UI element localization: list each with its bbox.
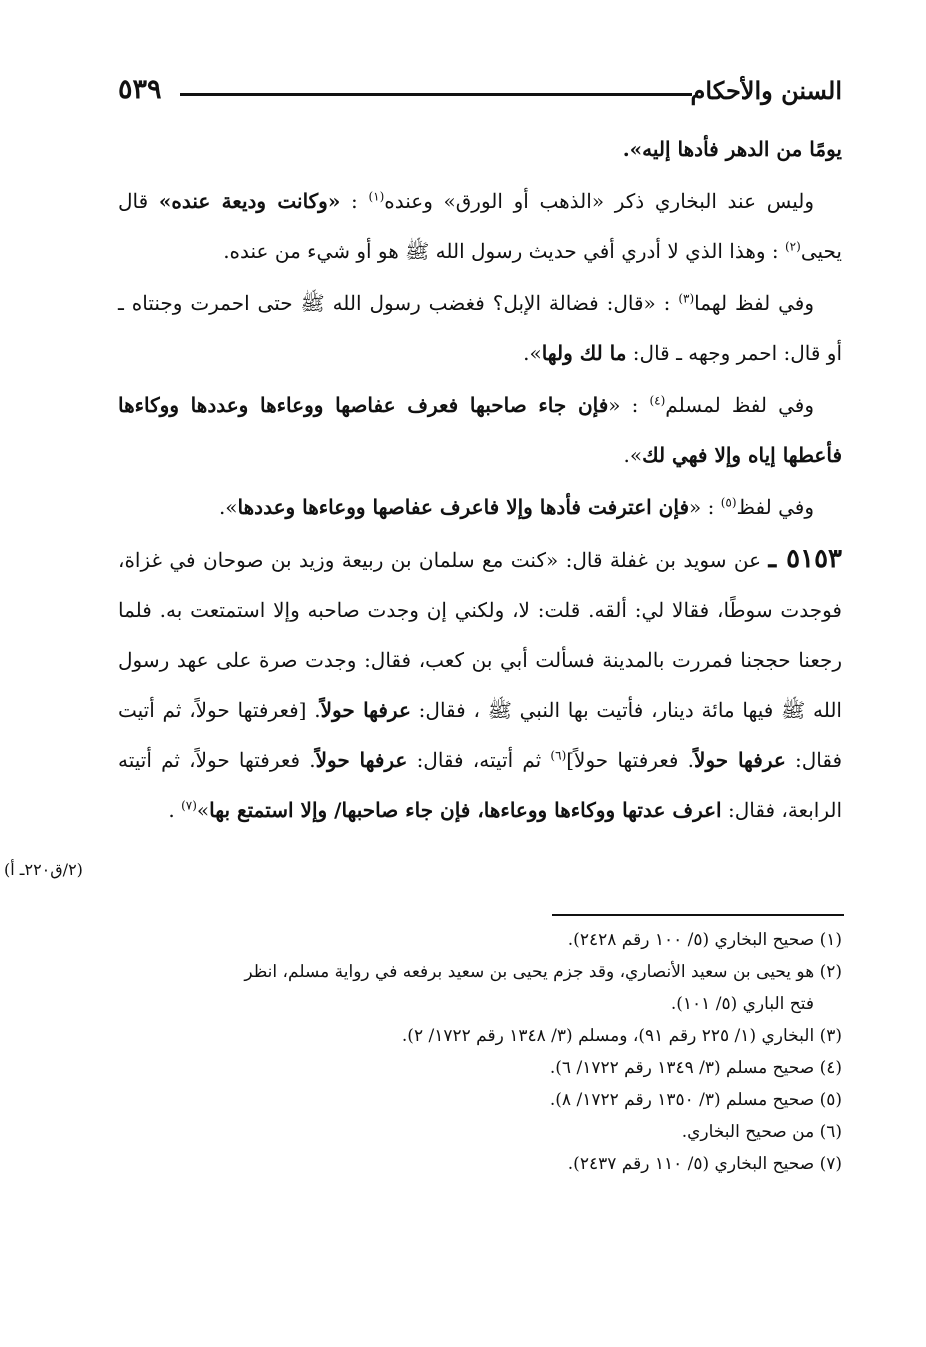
footnote-ref[interactable]: (٥) (720, 495, 737, 510)
paragraph-1 (118, 124, 842, 174)
footnote-ref[interactable]: (٢) (784, 239, 801, 254)
footnote-text: (٣) البخاري (١/ ٢٢٥ رقم ٩١)، ومسلم (٣/ ١٣٤٨ رقم ١٧٢٢/ ٢). (401, 1026, 842, 1046)
footnote-5 (118, 1084, 842, 1116)
footnote-text: (٤) صحيح مسلم (٣/ ١٣٤٩ رقم ١٧٢٢/ ٦). (549, 1058, 842, 1078)
bold-text: عرفها حولاً (315, 748, 408, 772)
text-run: قال يحيى (118, 189, 842, 263)
header-rule (180, 93, 692, 96)
text-run: ثم أتيته، فقال: (407, 748, 551, 772)
footnote-ref[interactable]: (٦) (550, 748, 567, 763)
page-number: ٥٣٩ (118, 74, 162, 105)
footnote-3 (118, 1020, 842, 1052)
footnote-text: (٦) من صحيح البخاري. (681, 1122, 842, 1142)
footnote-7 (118, 1148, 842, 1180)
text-run: . [فعرفتها حولاً، ثم أتيت فقال: (118, 698, 843, 772)
bold-text: ما لك ولها (541, 341, 627, 365)
text-run: وفي لفظ لمسلم (665, 393, 814, 417)
footnote-separator (552, 914, 844, 916)
text-run: » (196, 798, 210, 822)
footnote-ref[interactable]: (٤) (649, 393, 666, 408)
footnote-continuation: فتح الباري (٥/ ١٠١). (670, 994, 814, 1014)
text-run: وفي لفظ (736, 495, 814, 519)
text-run: . فعرفتها حولاً، ثم أتيته الرابعة، فقال: (118, 748, 842, 822)
footnote-ref[interactable]: (١) (368, 189, 385, 204)
running-title: السنن والأحكام (690, 76, 842, 105)
bold-text: عرفها حولاً (320, 698, 411, 722)
text-run: : وهذا الذي لا أدري أفي حديث رسول الله ﷺ هو أو شيء من عنده. (223, 239, 785, 263)
text-run: : «قال: فضالة الإبل؟ فغضب رسول الله ﷺ حتى احمرت وجنتاه ـ أو قال: احمر وجهه ـ قال: (118, 291, 842, 365)
text-run: ». (523, 341, 542, 365)
text-run: : « (608, 393, 650, 417)
bold-text: فإن اعترفت فأدها وإلا فاعرف عفاصها ووعاءها وعددها (237, 495, 690, 519)
text-run: وفي لفظ لهما (694, 291, 814, 315)
paragraph-3 (118, 278, 842, 378)
text-run: وليس عند البخاري ذكر «الذهب أو الورق» وعنده (384, 189, 814, 213)
bold-text: «وكانت وديعة عنده» (158, 189, 341, 213)
page-header (118, 74, 842, 114)
footnote-6 (118, 1116, 842, 1148)
text-run: . (168, 798, 182, 822)
bold-text: عرفها حولاً (694, 748, 786, 772)
bold-text: اعرف عدتها ووكاءها ووعاءها، فإن جاء صاحبها/ وإلا استمتع بها (209, 798, 722, 822)
footnote-text: (٢) هو يحيى بن سعيد الأنصاري، وقد جزم يحيى بن سعيد برفعه في رواية مسلم، انظر (244, 962, 842, 982)
footnote-ref[interactable]: (٧) (181, 798, 197, 813)
paragraph-2 (118, 176, 842, 276)
main-text (118, 124, 842, 837)
text-run: ». (623, 443, 643, 467)
footnote-ref[interactable]: (٣) (678, 291, 695, 306)
footnote-text: (٧) صحيح البخاري (٥/ ١١٠ رقم ٢٤٣٧). (567, 1154, 842, 1174)
manuscript-margin-note: (٢/ق٢٢٠ـ أ) (4, 860, 83, 879)
footnote-1 (118, 924, 842, 956)
footnote-2 (118, 956, 842, 1020)
text-run: ». (218, 495, 238, 519)
hadith-number: ٥١٥٣ ـ (768, 544, 843, 574)
text-run: : « (689, 495, 721, 519)
paragraph-4 (118, 380, 842, 480)
footnotes (118, 924, 842, 1180)
text-run: : (340, 189, 369, 213)
bold-text: يومًا من الدهر فأدها إليه». (622, 137, 842, 161)
footnote-text: (٥) صحيح مسلم (٣/ ١٣٥٠ رقم ١٧٢٢/ ٨). (549, 1090, 842, 1110)
paragraph-hadith-5153 (118, 534, 842, 835)
text-run: عن سويد بن غفلة قال: «كنت مع سلمان بن ربيعة وزيد بن صوحان في غزاة، فوجدت سوطًا، فقالا لي: ألقه. قلت: لا، ولكني إن وجدت صاحبه وإلا استمتعت به. فلما رجعنا حججنا فمررت بالمدينة فسألت أبي بن كعب، فقال: وجدت صرة على عهد رسول الله ﷺ فيها مائة دينار، فأتيت بها النبي ﷺ ، فقال: (118, 548, 842, 722)
text-run: . فعرفتها حولاً] (566, 748, 695, 772)
paragraph-5 (118, 482, 842, 532)
footnote-text: (١) صحيح البخاري (٥/ ١٠٠ رقم ٢٤٢٨). (567, 930, 842, 950)
footnote-4 (118, 1052, 842, 1084)
bold-text: فإن جاء صاحبها فعرف عفاصها ووعاءها وعددها ووكاءها فأعطها إياه وإلا فهي لك (118, 393, 842, 467)
